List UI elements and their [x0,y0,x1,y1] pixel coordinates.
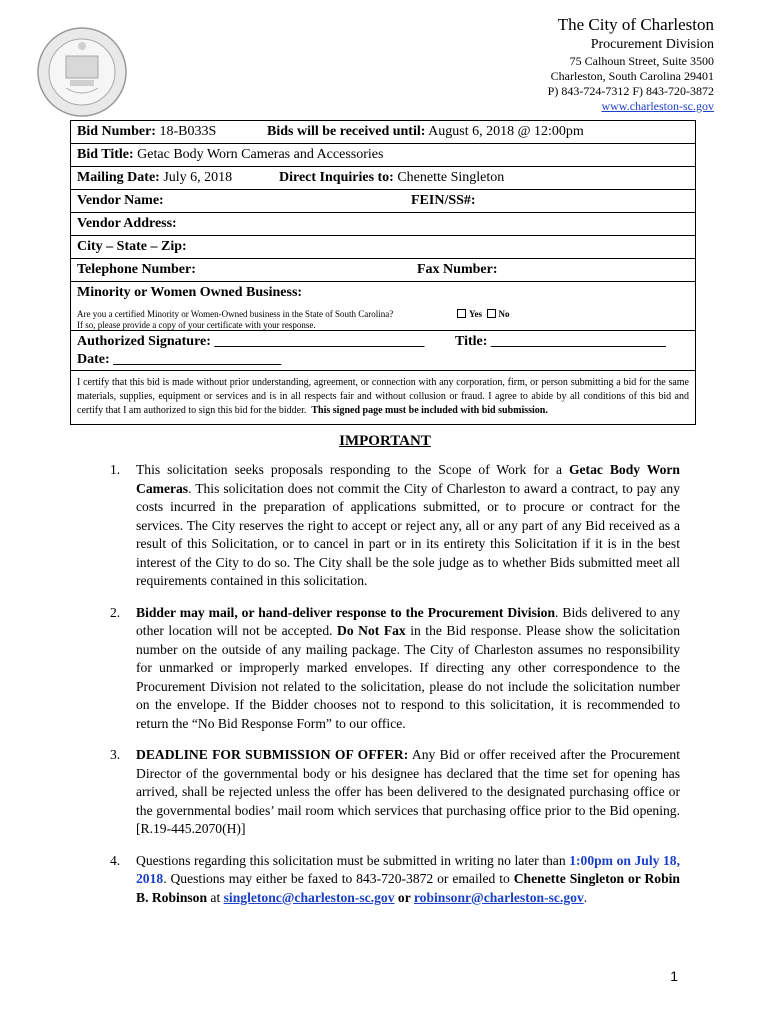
bids-received-value: August 6, 2018 @ 12:00pm [428,124,584,139]
item-number: 1. [110,462,121,477]
certification-bold: This signed page must be included with bid submission. [311,405,548,416]
inquiries-label: Direct Inquiries to: [279,170,394,185]
item-text: Questions regarding this solicitation must be submitted in writing no later than [136,852,570,868]
important-heading: IMPORTANT [339,433,431,449]
item-number: 3. [110,747,121,762]
item-text: at [207,889,224,905]
yes-checkbox-icon[interactable] [457,309,466,318]
item-bold: Do Not Fax [337,623,406,638]
mailing-date-label: Mailing Date: [77,170,160,185]
bid-title-value: Getac Body Worn Cameras and Accessories [137,147,384,162]
city-state-address: Charleston, South Carolina 29401 [550,68,714,83]
bid-number-label: Bid Number: [77,124,156,139]
list-item [110,852,680,908]
bid-number-value: 18-B033S [159,124,217,139]
item-text: . Bids delivered to any other location will not be accepted. [136,604,680,638]
city-seal-icon [36,26,128,118]
vendor-address-row[interactable] [71,213,695,236]
street-address: 75 Calhoun Street, Suite 3500 [569,53,714,68]
list-item [110,746,680,839]
signature-row[interactable] [71,331,695,371]
item-text: . [583,889,588,905]
fein-label: FEIN/SS#: [411,193,476,208]
bid-title-label: Bid Title: [77,147,134,162]
item-bold: Bidder may mail, or hand-deliver response to the Procurement Division [136,604,556,620]
telephone-row[interactable] [71,259,695,282]
bid-form [70,120,696,425]
city-state-zip-label: City – State – Zip: [77,239,187,254]
item-text: . This solicitation does not commit the City of Charleston to award a contract, to pay any costs incurred in the preparation of applications submitted, or to procure or contract for the services. The City reserves the right to accept or reject any, all or any part of any Bid received as a result of this Solicitation, or to cancel in part or in its entirety this Solicitation if it is in the best interest of the City to do so. The City shall be the sole judge as to whether Bids submitted meet all requirements contained in this solicitation. [136,480,680,588]
mwob-note: If so, please provide a copy of your certificate with your response. [77,320,316,330]
bids-received-label: Bids will be received until: [267,124,426,139]
list-item [110,461,680,591]
vendor-name-row[interactable] [71,190,695,213]
item-number: 2. [110,604,121,620]
no-label: No [498,309,510,319]
letterhead [548,14,714,114]
yes-label: Yes [469,309,482,319]
inquiries-value: Chenette Singleton [397,170,505,185]
item-text: in the Bid response. Please show the solicitation number on the outside of any mailing package. The City of Charleston assumes no responsibility for unmarked or improperly marked envelopes. If directing any other correspondence to the Procurement Division not related to the solicitation, please do not include the solicitation number on the envelope. If the Bidder chooses not to respond to this solicitation, it is recommended to return the “No Bid Response Form” to our office. [136,623,680,731]
page-number: 1 [670,968,678,984]
mailing-date-row [71,167,695,190]
yes-no-options [457,309,510,319]
mwob-row [71,282,695,331]
city-name: The City of Charleston [557,15,714,34]
mwob-title: Minority or Women Owned Business: [77,285,303,300]
vendor-name-label: Vendor Name: [77,193,164,208]
item-number: 4. [110,852,121,868]
item-bold: DEADLINE FOR SUBMISSION OF OFFER: [136,747,409,762]
email-link-singleton[interactable]: singletonc@charleston-sc.gov [223,889,395,905]
bid-number-row [71,121,695,144]
certification-text [71,371,695,425]
list-item [110,604,680,734]
vendor-address-label: Vendor Address: [77,216,177,231]
email-link-robinson[interactable]: robinsonr@charleston-sc.gov [413,889,584,905]
important-list [110,461,680,920]
website-link[interactable]: www.charleston-sc.gov [601,98,714,113]
signature-label: Authorized Signature: ______________________________ [77,334,425,349]
certification-body: I certify that this bid is made without prior understanding, agreement, or connection with any corporation, firm, or person submitting a bid for the same materials, supplies, equipment or services and is in all respects fair and without collusion or fraud. I agree to abide by all conditions of this bid and certify that I am authorized to sign this bid for the bidder. [77,377,689,416]
bid-title-row [71,144,695,167]
no-checkbox-icon[interactable] [487,309,496,318]
phone-fax: P) 843-724-7312 F) 843-720-3872 [547,83,714,98]
city-state-zip-row[interactable] [71,236,695,259]
item-text: Any Bid or offer received after the Procurement Director of the governmental body or his designee has declared that the time set for opening has arrived, shall be rejected unless the offer has been delivered to the designated purchasing office or the governmental bodies’ mail room which services that purchasing office prior to the Bid opening. [R.19-445.2070(H)] [136,747,680,836]
item-text: This solicitation seeks proposals responding to the Scope of Work for a [136,462,569,477]
item-bold: Getac Body Worn Cameras [136,462,680,496]
item-text: . Questions may either be faxed to 843-720-3872 or emailed to [163,871,514,886]
title-label: Title: _________________________ [455,334,666,349]
date-label: Date: ________________________ [77,352,282,367]
fax-label: Fax Number: [417,262,498,277]
mwob-question: Are you a certified Minority or Women-Owned business in the State of South Carolina? [77,309,394,319]
item-bold: Chenette Singleton or Robin B. Robinson [136,871,680,905]
mailing-date-value: July 6, 2018 [163,170,233,185]
division-name: Procurement Division [590,37,714,53]
item-bold: or [394,889,414,905]
telephone-label: Telephone Number: [77,262,196,277]
deadline-highlight: 1:00pm on July 18, 2018 [136,852,680,886]
